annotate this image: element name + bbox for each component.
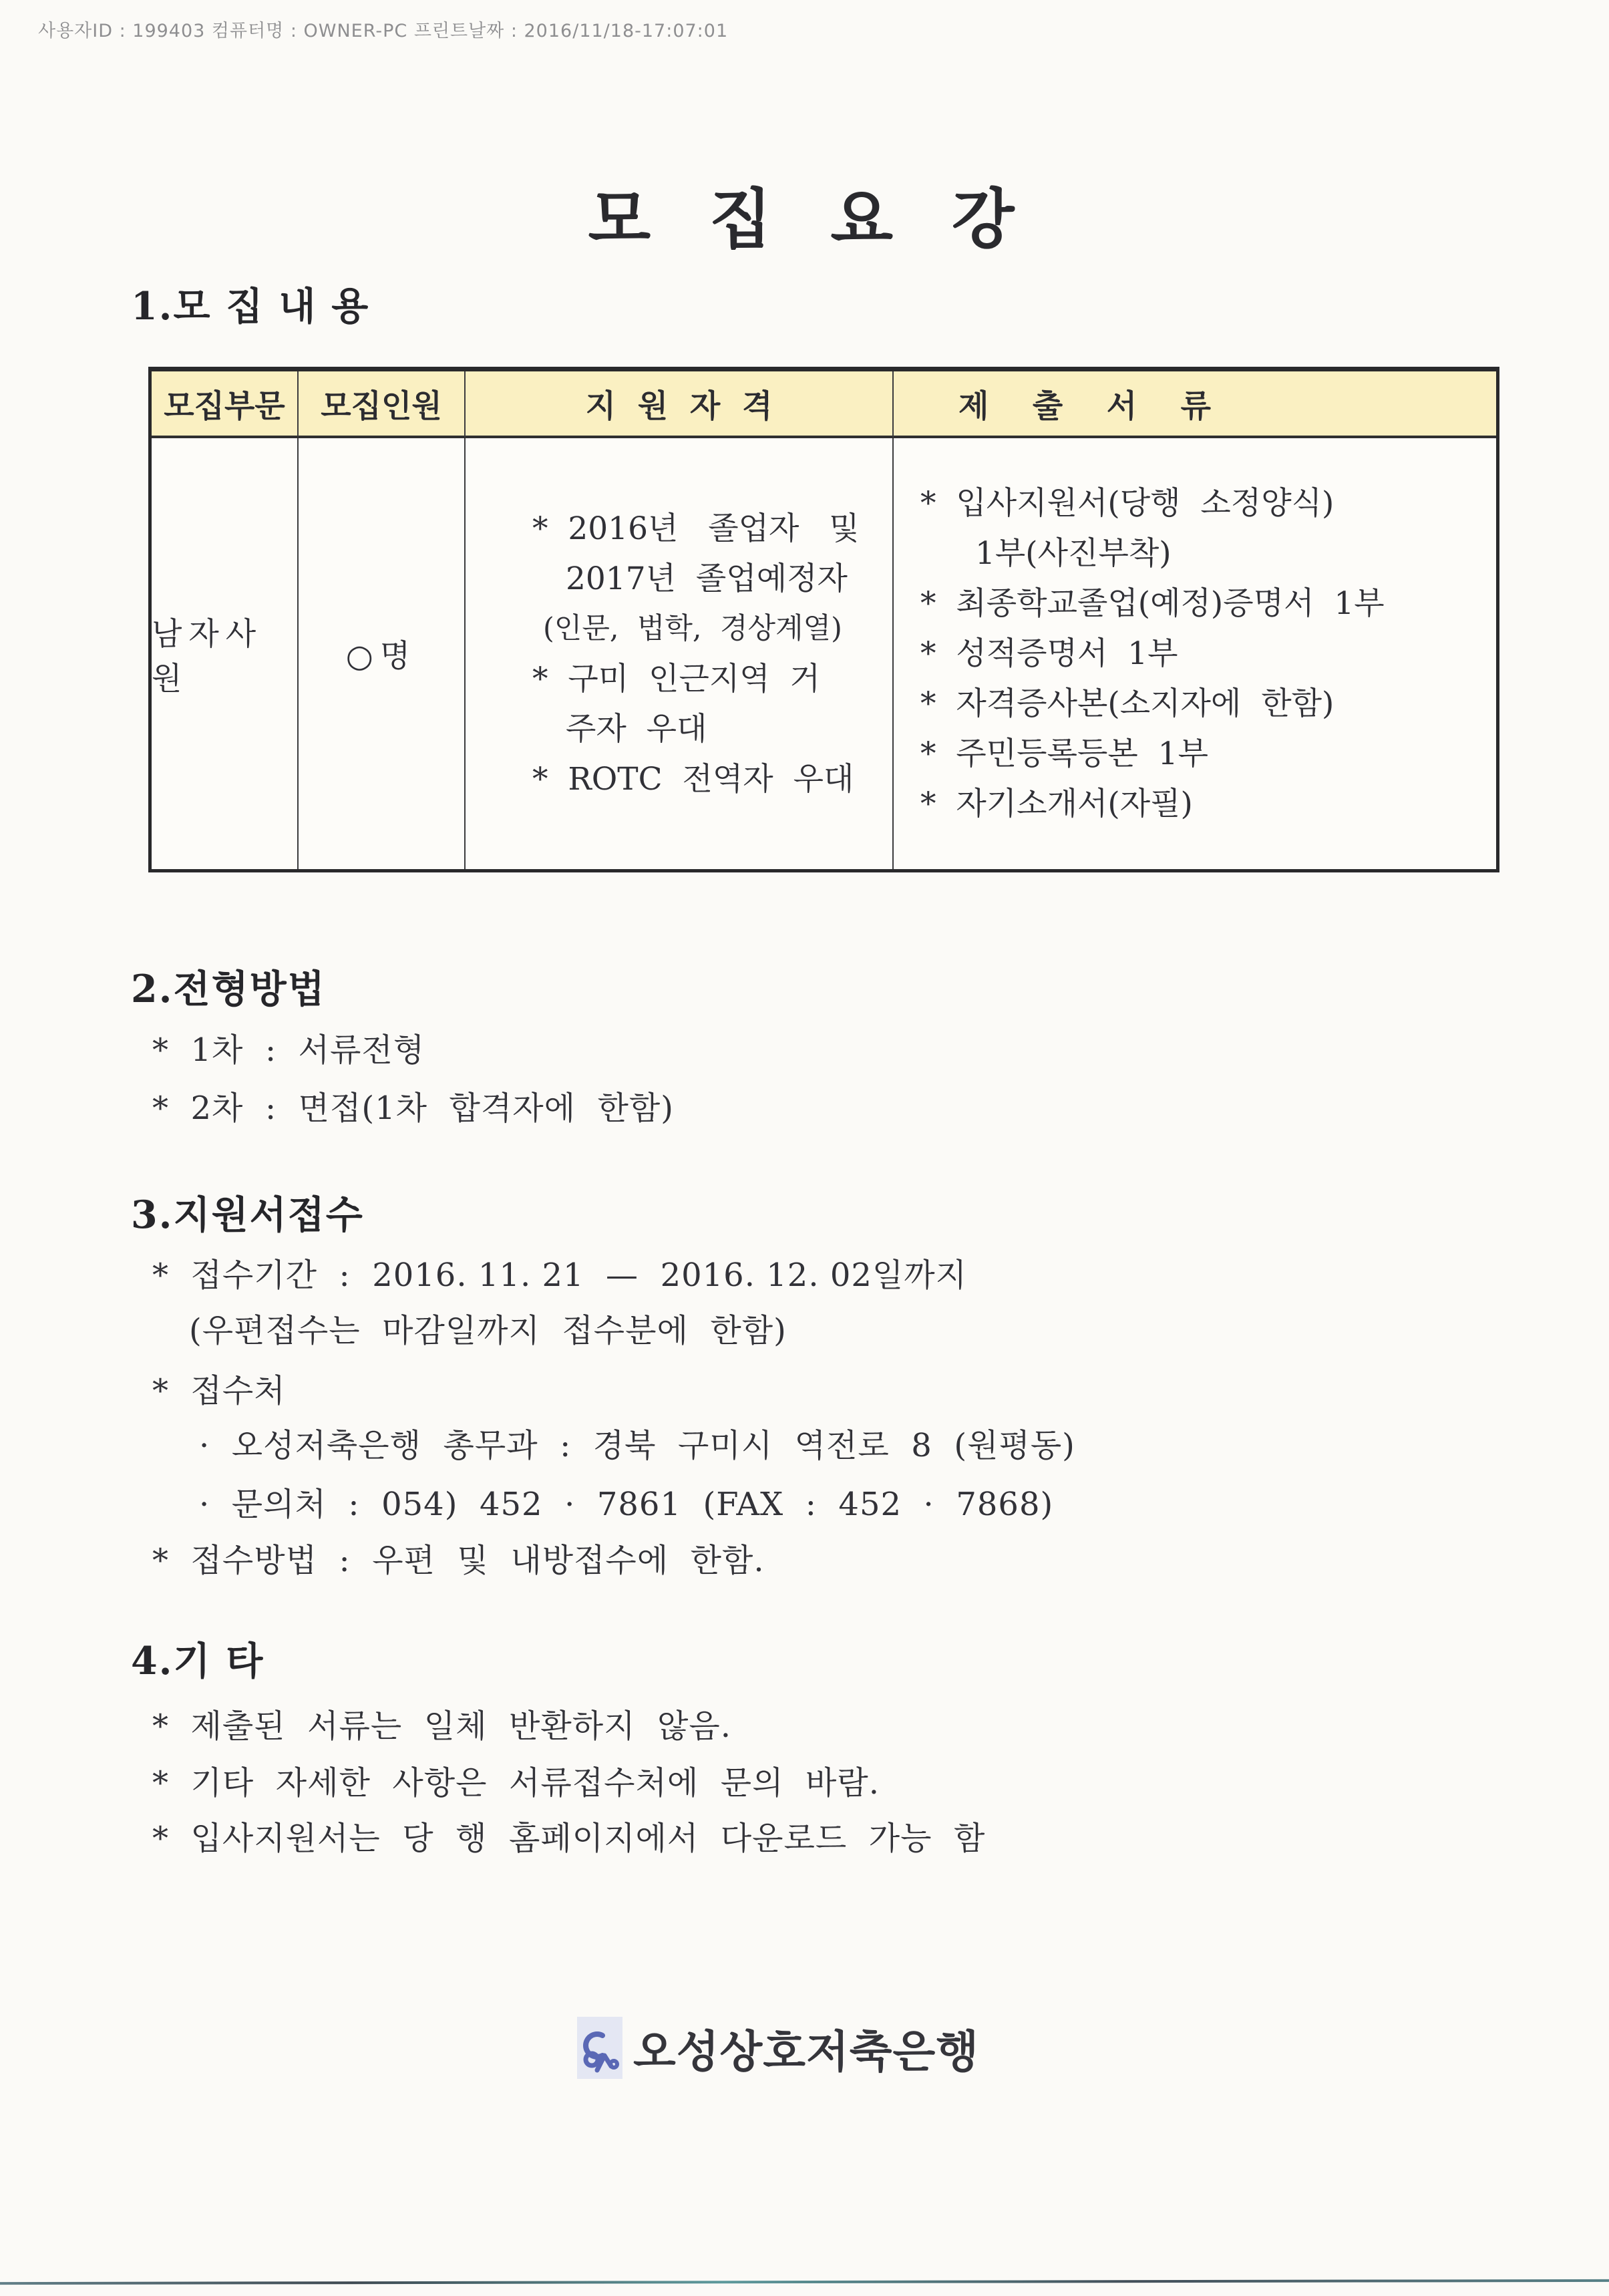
selection-step-item: * 2차 : 면접(1차 합격자에 한함) (152, 1090, 674, 1127)
recruitment-table (148, 367, 1499, 872)
table-header-row (152, 371, 1496, 438)
scan-artifact-line (0, 2279, 1609, 2285)
contact-phone-item: · 문의처 : 054) 452 · 7861 (FAX : 452 · 7868) (199, 1486, 1054, 1523)
qualification-line: (인문, 법학, 경상계열) (543, 611, 842, 645)
qualification-line: 주자 우대 (566, 710, 707, 748)
reception-method-item: * 접수방법 : 우편 및 내방접수에 한함. (152, 1542, 765, 1579)
etc-item: * 제출된 서류는 일체 반환하지 않음. (152, 1707, 731, 1745)
section-1-heading: 1.모 집 내 용 (131, 284, 370, 329)
etc-item: * 기타 자세한 사항은 서류접수처에 문의 바람. (152, 1764, 880, 1802)
cell-documents (894, 438, 1496, 869)
reception-place-item: * 접수처 (152, 1372, 286, 1410)
cell-qualifications (466, 438, 894, 869)
section-3-heading: 3.지원서접수 (131, 1192, 364, 1237)
document-title: 모 집 요 강 (588, 181, 1021, 257)
print-meta-info: 사용자ID : 199403 컴퓨터명 : OWNER-PC 프린트날짜 : 2016/11/18-17:07:01 (38, 21, 729, 41)
document-line: * 최종학교졸업(예정)증명서 1부 (920, 585, 1385, 622)
application-period-note: (우편접수는 마감일까지 접수분에 한함) (189, 1312, 787, 1349)
document-line: * 주민등록등본 1부 (920, 735, 1208, 772)
bank-logo (577, 2016, 979, 2080)
column-header-qualification: 지 원 자 격 (466, 371, 894, 438)
document-line: * 성적증명서 1부 (920, 635, 1178, 672)
document-line: * 입사지원서(당행 소정양식) (920, 485, 1334, 522)
document-line: * 자격증사본(소지자에 한함) (920, 685, 1334, 722)
qualification-line: * 2016년 졸업자 및 (532, 510, 860, 547)
table-body-row (152, 438, 1496, 869)
document-line: 1부(사진부착) (975, 535, 1172, 572)
bank-name-text: 오성상호저축은행 (633, 2026, 980, 2078)
etc-item: * 입사지원서는 당 행 홈페이지에서 다운로드 가능 함 (152, 1820, 986, 1857)
qualification-line: * ROTC 전역자 우대 (532, 760, 854, 798)
column-header-category: 모집부문 (152, 371, 299, 438)
column-header-count: 모집인원 (299, 371, 466, 438)
bank-logo-icon (577, 2017, 622, 2079)
qualification-line: * 구미 인근지역 거 (532, 660, 820, 697)
application-period-item: * 접수기간 : 2016. 11. 21 — 2016. 12. 02일까지 (152, 1257, 968, 1294)
document-line: * 자기소개서(자필) (920, 786, 1193, 822)
selection-step-item: * 1차 : 서류전형 (152, 1031, 425, 1069)
reception-address-item: · 오성저축은행 총무과 : 경북 구미시 역전로 8 (원평동) (199, 1427, 1075, 1464)
qualification-line: 2017년 졸업예정자 (566, 560, 848, 597)
column-header-documents: 제 출 서 류 (894, 371, 1496, 438)
section-4-heading: 4.기 타 (131, 1639, 264, 1683)
section-2-heading: 2.전형방법 (131, 967, 326, 1011)
cell-category: 남자사원 (152, 438, 299, 869)
cell-count: ○명 (299, 438, 466, 869)
